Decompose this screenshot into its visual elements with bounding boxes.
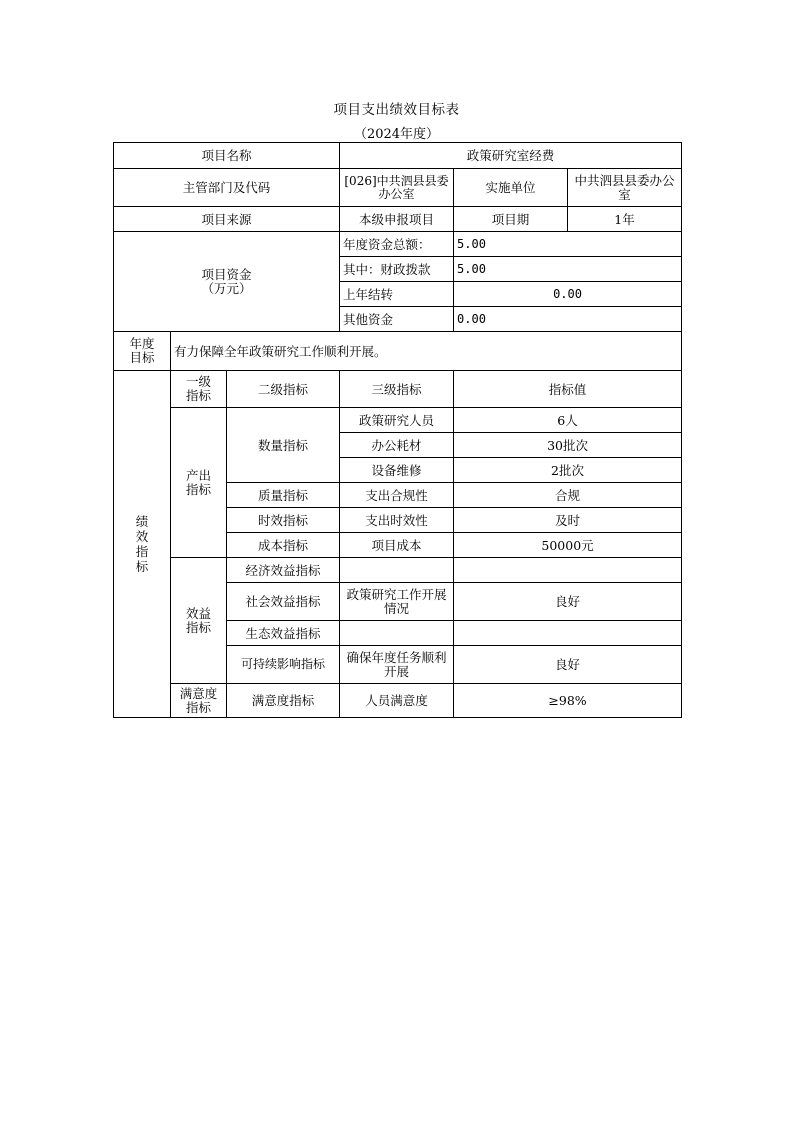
dept-value: [026]中共泗县县委办公室 [340,169,454,207]
output-label-cell [171,408,227,558]
indicator-l3: 政策研究人员 [340,408,454,433]
source-label: 项目来源 [114,207,340,232]
funds-label: 项目资金（万元） [201,266,252,296]
indicator-value: 2批次 [454,458,682,483]
impl-unit-label: 实施单位 [454,169,568,207]
satisfaction-l1-cell [171,684,227,718]
indicator-l3-cell [340,646,454,684]
header-value: 指标值 [454,371,682,408]
indicator-l3: 支出合规性 [340,483,454,508]
indicator-value: 良好 [454,646,682,684]
indicator-value: 合规 [454,483,682,508]
satisfaction-l1: 满意度指标 [179,685,218,715]
funds-total-value: 5.00 [454,232,682,257]
header-level3: 三级指标 [340,371,454,408]
social-label: 社会效益指标 [227,583,340,621]
perf-label: 绩效指标 [135,514,149,574]
indicator-value: ≥98% [454,684,682,718]
indicator-value: 及时 [454,508,682,533]
funds-total-label: 年度资金总额： [340,232,454,257]
header-level2: 二级指标 [227,371,340,408]
benefit-label-cell [171,558,227,684]
annual-goal-label: 年度目标 [129,336,155,365]
quality-label: 质量指标 [227,483,340,508]
sustain-label: 可持续影响指标 [227,646,340,684]
source-value: 本级申报项目 [340,207,454,232]
output-label: 产出指标 [185,467,211,497]
indicator-l3 [340,558,454,583]
funds-carry-value: 0.00 [454,282,682,307]
eco-label: 生态效益指标 [227,621,340,646]
cost-label: 成本指标 [227,533,340,558]
indicator-value [454,621,682,646]
annual-goal-label-cell [114,332,171,371]
time-label: 时效指标 [227,508,340,533]
funds-other-value: 0.00 [454,307,682,332]
indicator-l3: 确保年度任务顺利开展 [346,649,447,679]
page-subtitle: （2024年度） [353,127,440,142]
satisfaction-l2: 满意度指标 [227,684,340,718]
project-name-label: 项目名称 [114,143,340,169]
benefit-label: 效益指标 [185,605,211,635]
economic-label: 经济效益指标 [227,558,340,583]
indicator-l3: 政策研究工作开展情况 [346,586,447,616]
header-level1: 一级指标 [185,374,211,403]
funds-carry-label: 上年结转 [340,282,454,307]
indicator-value: 30批次 [454,433,682,458]
quantity-label: 数量指标 [227,408,340,483]
indicator-l3: 设备维修 [340,458,454,483]
indicator-value [454,558,682,583]
indicator-l3-cell [340,583,454,621]
funds-label-cell [114,232,340,332]
indicator-l3: 人员满意度 [340,684,454,718]
period-label: 项目期 [454,207,568,232]
indicator-l3: 支出时效性 [340,508,454,533]
project-name-value: 政策研究室经费 [340,143,682,169]
funds-other-label: 其他资金 [340,307,454,332]
indicator-l3: 办公耗材 [340,433,454,458]
period-value: 1年 [568,207,682,232]
indicator-value: 50000元 [454,533,682,558]
perf-label-cell [114,371,171,718]
page-title: 项目支出绩效目标表 [333,102,460,118]
header-level1-cell [171,371,227,408]
impl-unit-value: 中共泗县县委办公室 [568,169,682,207]
annual-goal-text: 有力保障全年政策研究工作顺利开展。 [171,332,682,371]
indicator-value: 良好 [454,583,682,621]
dept-label: 主管部门及代码 [114,169,340,207]
indicator-l3: 项目成本 [340,533,454,558]
funds-fiscal-label: 其中：财政拨款 [340,257,454,282]
indicator-value: 6人 [454,408,682,433]
indicator-l3 [340,621,454,646]
performance-target-table [113,142,682,718]
funds-fiscal-value: 5.00 [454,257,682,282]
